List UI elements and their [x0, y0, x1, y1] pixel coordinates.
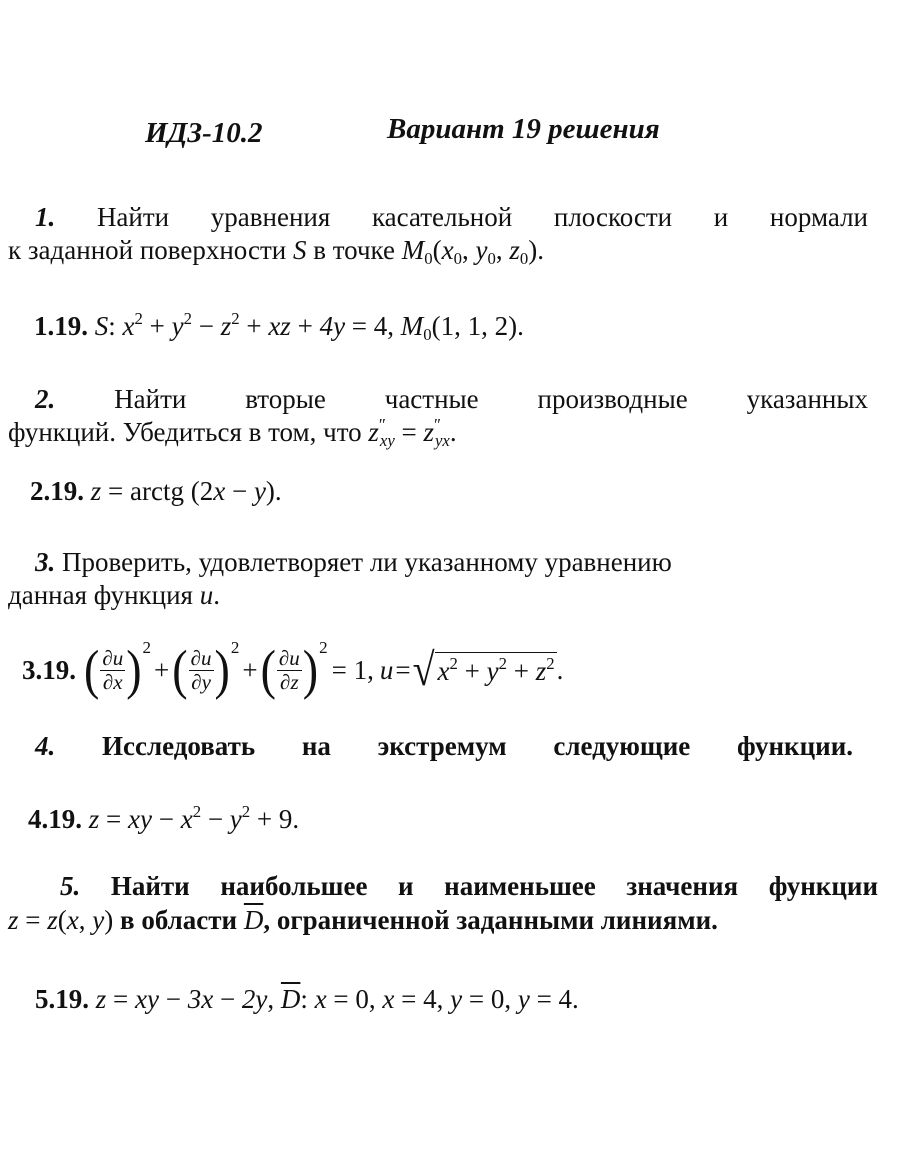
sqrt-icon: √ — [412, 643, 435, 696]
problem-2-19: 2.19. z = arctg (2x − y). — [30, 476, 282, 506]
task-2-line-2: функций. Убедиться в том, что $z''_{xy} = z''_{yx}$. — [8, 415, 457, 451]
partial-term-y: ( $\frac{\partial u}{\partial y}$ ) 2 — [172, 638, 240, 700]
task-3-number: 3. — [35, 547, 56, 577]
task-1-line-1: 1. Найти уравнения касательной плоскости и нормали — [35, 202, 868, 232]
task-2-line-1: 2. Найти вторые частные производные указанных — [35, 384, 868, 414]
task-3-line-2: данная функция u. — [8, 580, 220, 610]
partial-term-z: ( $\frac{\partial u}{\partial z}$ ) 2 — [260, 638, 328, 700]
task-1-line-2: к заданной поверхности S в точке $M_0(x_0$, $y_0$, $z_0$). — [8, 235, 544, 269]
partial-term-x: ( $\frac{\partial u}{\partial x}$ ) 2 — [84, 638, 152, 700]
variant-heading: Вариант 19 решения — [387, 113, 660, 145]
task-5-line-2: z = z(x, y) в области $\overline{D}$, ограниченной заданными линиями. — [8, 905, 718, 935]
problem-number: 2.19. — [30, 476, 84, 506]
document-title — [145, 116, 263, 150]
problem-1-19: 1.19. S: $x^2 + y^2 - z^2$ + xz + 4y = 4, $M_0(1$, 1, 2). — [34, 309, 524, 345]
task-5-line-1: 5. Найти наибольшее и наименьшее значения функции — [60, 871, 878, 901]
task-1-number: 1. — [35, 202, 56, 232]
surface-symbol: S — [292, 235, 307, 265]
problem-number: 5.19. — [35, 984, 89, 1014]
problem-4-19: 4.19. z = xy − $x^2 - y^2 + 9$. — [28, 802, 300, 834]
task-2-number: 2. — [35, 384, 56, 414]
region-d-symbol: $\overline{D}$ — [243, 905, 264, 935]
task-3-line-1: 3. Проверить, удовлетворяет ли указанному уравнению — [35, 547, 672, 577]
problem-5-19: 5.19. z = xy − 3x − 2y, $\overline{D}$: x = 0, x = 4, y = 0, y = 4. — [35, 984, 579, 1014]
task-5-number: 5. — [60, 871, 81, 901]
problem-number: 3.19. — [22, 655, 76, 685]
problem-3-19: 3.19. ( $\frac{\partial u}{\partial x}$ ) 2 + ( $\frac{\partial u}{\partial y}$ ) 2 + ( $\frac{\partial u}{\partial z}$ ) 2 = 1, u = √ $x^2 + y^2 + z^2$ . — [22, 638, 564, 700]
task-4: 4. Исследовать на экстремум следующие функции. — [35, 731, 853, 761]
task-4-number: 4. — [35, 731, 56, 761]
worksheet-title: ИДЗ-10.2 — [145, 117, 263, 149]
problem-number: 4.19. — [28, 804, 82, 834]
problem-number: 1.19. — [34, 311, 88, 341]
square-root: √ $x^2 + y^2 + z^2$ — [412, 643, 555, 696]
